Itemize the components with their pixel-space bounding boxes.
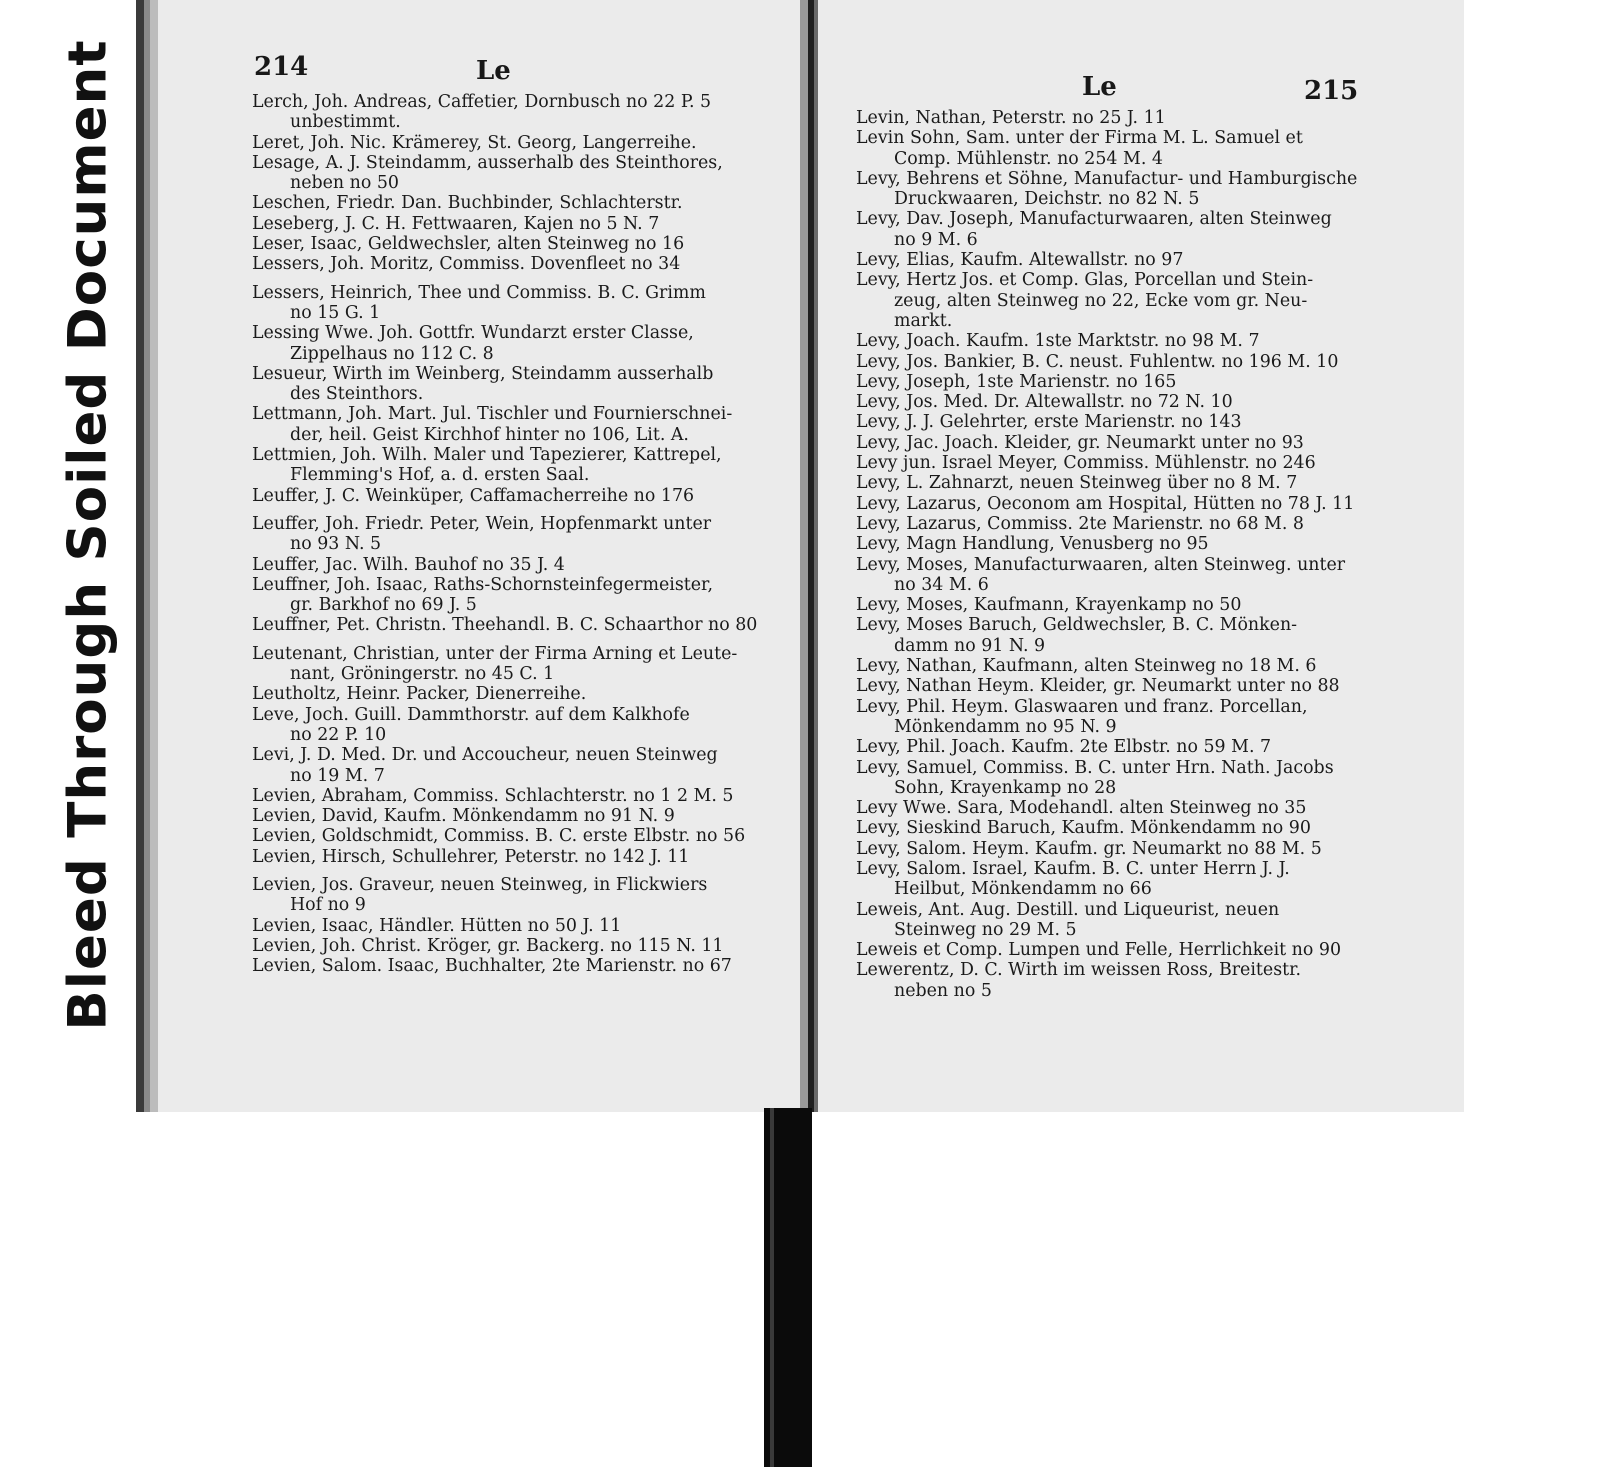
entry-line: Levy, Elias, Kaufm. Altewallstr. no 97 (856, 250, 1184, 271)
directory-entry (856, 900, 1416, 941)
entry-line: Levy, Dav. Joseph, Manufacturwaaren, alten Steinweg (856, 209, 1332, 230)
directory-entry (252, 875, 792, 916)
entry-line: Levy, L. Zahnarzt, neuen Steinweg über no 8 M. 7 (856, 473, 1298, 494)
directory-entry (856, 331, 1416, 351)
directory-entry (856, 615, 1416, 656)
entry-line: Levy, Lazarus, Oeconom am Hospital, Hütten no 78 J. 11 (856, 493, 1355, 514)
directory-entry (252, 92, 792, 133)
entry-line: Leuffer, Jac. Wilh. Bauhof no 35 J. 4 (252, 554, 565, 575)
entry-line: Lewerentz, D. C. Wirth im weissen Ross, Breitestr. (856, 960, 1302, 981)
entry-continuation: der, heil. Geist Kirchhof hinter no 106, Lit. A. (290, 424, 689, 445)
entry-line: Leutholtz, Heinr. Packer, Dienerreihe. (252, 684, 587, 705)
directory-entry (856, 270, 1416, 331)
directory-entry (252, 936, 792, 956)
directory-entry (856, 392, 1416, 412)
entry-continuation: neben no 5 (894, 980, 992, 1001)
directory-entry (252, 193, 792, 213)
right-entry-list (856, 108, 1416, 1001)
entry-line: Levy, Lazarus, Commiss. 2te Marienstr. no 68 M. 8 (856, 513, 1304, 534)
directory-entry (856, 697, 1416, 738)
entry-line: Leweis, Ant. Aug. Destill. und Liqueurist, neuen (856, 899, 1280, 920)
entry-line: Levien, Goldschmidt, Commiss. B. C. erste Elbstr. no 56 (252, 826, 746, 847)
entry-line: Levien, Joh. Christ. Kröger, gr. Backerg. no 115 N. 11 (252, 935, 724, 956)
right-page (808, 0, 1464, 1112)
entry-line: Levien, Jos. Graveur, neuen Steinweg, in Flickwiers (252, 874, 708, 895)
directory-entry (856, 128, 1416, 169)
entry-continuation: no 22 P. 10 (290, 724, 387, 745)
entry-continuation: Sohn, Krayenkamp no 28 (894, 777, 1117, 798)
directory-entry (252, 745, 792, 786)
entry-line: Levy, Salom. Israel, Kaufm. B. C. unter Herrn J. J. (856, 858, 1290, 879)
directory-entry (856, 859, 1416, 900)
left-page-number: 214 (254, 52, 309, 82)
entry-line: Leret, Joh. Nic. Krämerey, St. Georg, Langerreihe. (252, 132, 697, 153)
entry-continuation: Heilbut, Mönkendamm no 66 (894, 879, 1152, 900)
entry-continuation: Flemming's Hof, a. d. ersten Saal. (290, 465, 590, 486)
side-label (38, 30, 138, 1040)
entry-line: Levy, Jos. Bankier, B. C. neust. Fuhlentw. no 196 M. 10 (856, 351, 1339, 372)
left-page (136, 0, 816, 1112)
entry-line: Levy, Moses, Manufacturwaaren, alten Steinweg. unter (856, 554, 1346, 575)
entry-line: Leuffer, J. C. Weinküper, Caffamacherreihe no 176 (252, 485, 695, 506)
entry-line: Leutenant, Christian, unter der Firma Arning et Leute- (252, 643, 738, 664)
entry-line: Levy, Salom. Heym. Kaufm. gr. Neumarkt no 88 M. 5 (856, 838, 1322, 859)
directory-entry (856, 514, 1416, 534)
directory-entry (252, 705, 792, 746)
entry-continuation: gr. Barkhof no 69 J. 5 (290, 595, 477, 616)
entry-line: Lesage, A. J. Steindamm, ausserhalb des Steinthores, (252, 152, 723, 173)
directory-entry (856, 169, 1416, 210)
entry-line: Leweis et Comp. Lumpen und Felle, Herrlichkeit no 90 (856, 940, 1342, 961)
entry-line: Levy, Moses Baruch, Geldwechsler, B. C. Mönken- (856, 615, 1298, 636)
directory-entry (856, 555, 1416, 596)
entry-line: Leseberg, J. C. H. Fettwaaren, Kajen no 5 N. 7 (252, 213, 660, 234)
entry-line: Levin Sohn, Sam. unter der Firma M. L. Samuel et (856, 128, 1303, 149)
entry-line: Levy, Nathan, Kaufmann, alten Steinweg no 18 M. 6 (856, 656, 1317, 677)
entry-line: Lettmien, Joh. Wilh. Maler und Tapezierer, Kattrepel, (252, 445, 722, 466)
entry-line: Levy, Magn Handlung, Venusberg no 95 (856, 534, 1209, 555)
directory-entry (856, 209, 1416, 250)
entry-line: Lesueur, Wirth im Weinberg, Steindamm ausserhalb (252, 363, 714, 384)
entry-continuation: unbestimmt. (290, 112, 401, 133)
directory-entry (252, 445, 792, 486)
entry-line: Levien, Abraham, Commiss. Schlachterstr. no 1 2 M. 5 (252, 785, 734, 806)
entry-line: Leuffner, Pet. Christn. Theehandl. B. C. Schaarthor no 80 (252, 615, 758, 636)
directory-entry (252, 364, 792, 405)
directory-entry (252, 826, 792, 846)
entry-line: Leuffner, Joh. Isaac, Raths-Schornsteinfegermeister, (252, 574, 713, 595)
entry-line: Lerch, Joh. Andreas, Caffetier, Dornbusch no 22 P. 5 (252, 92, 712, 112)
directory-entry (856, 656, 1416, 676)
entry-continuation: no 9 M. 6 (894, 229, 978, 250)
directory-entry (252, 615, 792, 635)
open-book (136, 0, 1458, 1112)
entry-line: Levy, J. J. Gelehrter, erste Marienstr. no 143 (856, 412, 1242, 433)
entry-line: Levy Wwe. Sara, Modehandl. alten Steinweg no 35 (856, 798, 1307, 819)
entry-continuation: Mönkendamm no 95 N. 9 (894, 716, 1117, 737)
entry-line: Levy, Moses, Kaufmann, Krayenkamp no 50 (856, 595, 1242, 616)
entry-line: Levy, Hertz Jos. et Comp. Glas, Porcellan und Stein- (856, 270, 1314, 291)
directory-entry (856, 352, 1416, 372)
entry-line: Lessers, Joh. Moritz, Commiss. Dovenfleet no 34 (252, 254, 681, 275)
directory-entry (856, 940, 1416, 960)
entry-line: Levy, Behrens et Söhne, Manufactur- und Hamburgische (856, 168, 1358, 189)
entry-line: Levy, Jos. Med. Dr. Altewallstr. no 72 N. 10 (856, 392, 1233, 413)
directory-entry (856, 758, 1416, 799)
directory-entry (856, 494, 1416, 514)
entry-continuation: no 19 M. 7 (290, 765, 385, 786)
directory-entry (856, 534, 1416, 554)
directory-entry (252, 323, 792, 364)
directory-entry (856, 737, 1416, 757)
directory-entry (252, 133, 792, 153)
side-label-text: Bleed Through Soiled Document (57, 39, 119, 1031)
entry-line: Levy, Joseph, 1ste Marienstr. no 165 (856, 371, 1177, 392)
left-entry-list (252, 92, 792, 976)
entry-continuation: no 15 G. 1 (290, 302, 381, 323)
entry-continuation: Druckwaaren, Deichstr. no 82 N. 5 (894, 189, 1200, 210)
entry-continuation: neben no 50 (290, 173, 399, 194)
entry-line: Levy, Phil. Heym. Glaswaaren und franz. Porcellan, (856, 696, 1308, 717)
entry-continuation: markt. (894, 310, 953, 331)
entry-continuation: Zippelhaus no 112 C. 8 (290, 343, 494, 364)
directory-entry (856, 453, 1416, 473)
entry-line: Levy, Jac. Joach. Kleider, gr. Neumarkt unter no 93 (856, 432, 1304, 453)
directory-entry (252, 153, 792, 194)
directory-entry (856, 798, 1416, 818)
entry-line: Levy, Joach. Kaufm. 1ste Marktstr. no 98 M. 7 (856, 331, 1260, 352)
directory-entry (856, 676, 1416, 696)
directory-entry (856, 818, 1416, 838)
entry-line: Levi, J. D. Med. Dr. und Accoucheur, neuen Steinweg (252, 745, 718, 766)
directory-entry (252, 486, 792, 506)
directory-entry (856, 839, 1416, 859)
directory-entry (856, 412, 1416, 432)
directory-entry (252, 644, 792, 685)
directory-entry (252, 254, 792, 274)
directory-entry (252, 847, 792, 867)
directory-entry (252, 283, 792, 324)
entry-continuation: des Steinthors. (290, 384, 424, 405)
entry-continuation: Steinweg no 29 M. 5 (894, 919, 1077, 940)
directory-entry (252, 555, 792, 575)
entry-line: Levien, Isaac, Händler. Hütten no 50 J. 11 (252, 915, 622, 936)
directory-entry (252, 514, 792, 555)
entry-line: Levien, Hirsch, Schullehrer, Peterstr. no 142 J. 11 (252, 846, 690, 867)
entry-line: Leschen, Friedr. Dan. Buchbinder, Schlachterstr. (252, 193, 683, 214)
directory-entry (856, 473, 1416, 493)
directory-entry (252, 575, 792, 616)
entry-line: Levin, Nathan, Peterstr. no 25 J. 11 (856, 108, 1166, 128)
directory-entry (856, 250, 1416, 270)
directory-entry (252, 214, 792, 234)
entry-continuation: damm no 91 N. 9 (894, 635, 1046, 656)
entry-line: Levien, David, Kaufm. Mönkendamm no 91 N. 9 (252, 806, 675, 827)
directory-entry (252, 956, 792, 976)
entry-continuation: no 34 M. 6 (894, 574, 989, 595)
directory-entry (856, 108, 1416, 128)
entry-line: Levy, Samuel, Commiss. B. C. unter Hrn. Nath. Jacobs (856, 757, 1334, 778)
directory-entry (252, 786, 792, 806)
directory-entry (252, 916, 792, 936)
directory-entry (856, 372, 1416, 392)
entry-continuation: Comp. Mühlenstr. no 254 M. 4 (894, 148, 1163, 169)
entry-line: Lessers, Heinrich, Thee und Commiss. B. C. Grimm (252, 282, 706, 303)
entry-line: Levy, Nathan Heym. Kleider, gr. Neumarkt unter no 88 (856, 676, 1340, 697)
directory-entry (856, 960, 1416, 1001)
entry-line: Leuffer, Joh. Friedr. Peter, Wein, Hopfenmarkt unter (252, 513, 712, 534)
entry-line: Levy, Phil. Joach. Kaufm. 2te Elbstr. no 59 M. 7 (856, 737, 1272, 758)
binding-strip-bottom (764, 1108, 812, 1467)
entry-continuation: Hof no 9 (290, 895, 366, 916)
entry-line: Levy, Sieskind Baruch, Kaufm. Mönkendamm no 90 (856, 818, 1311, 839)
entry-line: Leser, Isaac, Geldwechsler, alten Steinweg no 16 (252, 234, 685, 255)
directory-entry (856, 595, 1416, 615)
entry-line: Levien, Salom. Isaac, Buchhalter, 2te Marienstr. no 67 (252, 956, 732, 977)
directory-entry (252, 684, 792, 704)
directory-entry (252, 234, 792, 254)
directory-entry (252, 404, 792, 445)
entry-continuation: zeug, alten Steinweg no 22, Ecke vom gr. Neu- (894, 290, 1308, 311)
directory-entry (252, 806, 792, 826)
entry-continuation: no 93 N. 5 (290, 534, 382, 555)
entry-line: Levy jun. Israel Meyer, Commiss. Mühlenstr. no 246 (856, 453, 1316, 474)
right-page-catchword: Le (1082, 72, 1117, 102)
entry-continuation: nant, Gröningerstr. no 45 C. 1 (290, 664, 555, 685)
right-page-number: 215 (1304, 76, 1359, 106)
entry-line: Lessing Wwe. Joh. Gottfr. Wundarzt erster Classe, (252, 323, 694, 344)
entry-line: Leve, Joch. Guill. Dammthorstr. auf dem Kalkhofe (252, 704, 690, 725)
left-page-catchword: Le (476, 56, 511, 86)
entry-line: Lettmann, Joh. Mart. Jul. Tischler und Fournierschnei- (252, 404, 733, 425)
directory-entry (856, 433, 1416, 453)
